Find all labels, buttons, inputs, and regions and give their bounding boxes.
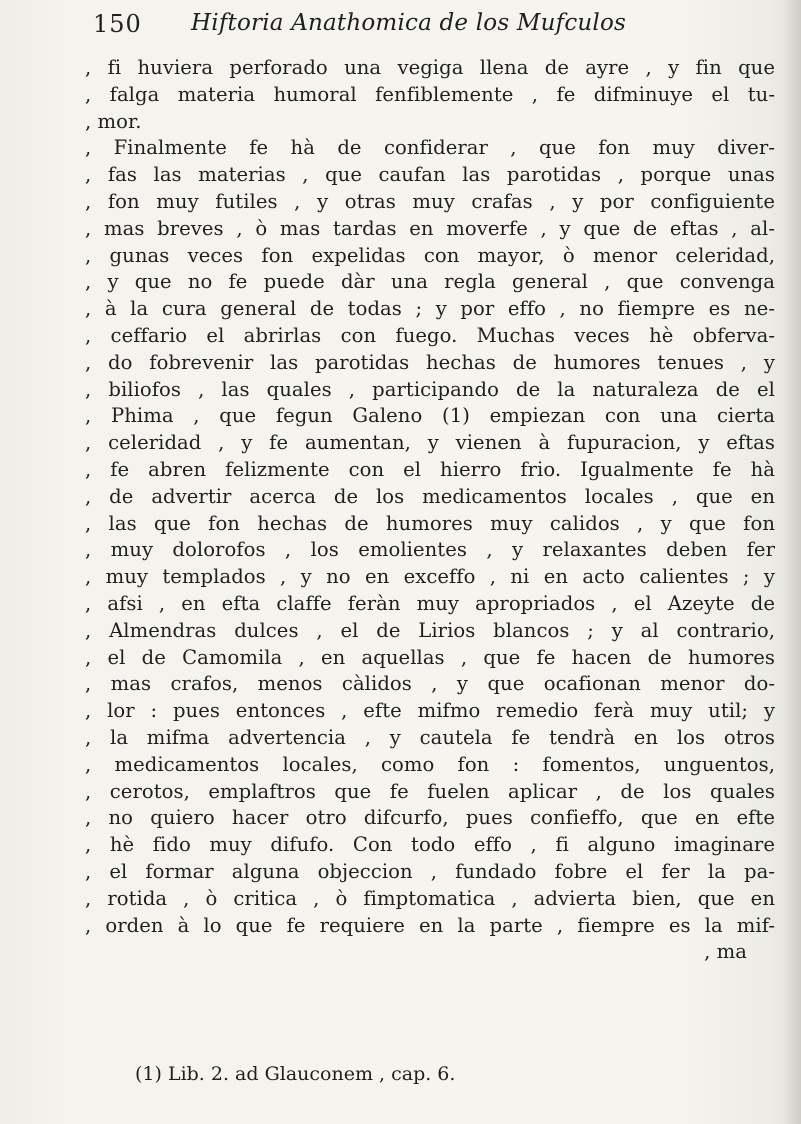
text-line: , gunas veces fon expelidas con mayor, ò menor celeridad, bbox=[85, 243, 775, 267]
body-text bbox=[85, 55, 775, 966]
text-line: , el formar alguna objeccion , fundado fobre el fer la pa- bbox=[85, 859, 775, 883]
text-line: , Finalmente fe hà de confiderar , que fon muy diver- bbox=[85, 136, 775, 160]
running-title: Hiftoria Anathomica de los Mufculos bbox=[191, 10, 627, 36]
text-line: , mas crafos, menos càlidos , y que ocafionan menor do- bbox=[85, 672, 775, 696]
text-line: , cerotos, emplaftros que fe fuelen aplicar , de los quales bbox=[85, 779, 775, 803]
text-line: , mas breves , ò mas tardas en moverfe , y que de eftas , al- bbox=[85, 216, 775, 240]
text-line: , celeridad , y fe aumentan, y vienen à fupuracion, y eftas bbox=[85, 431, 775, 455]
catchword-line: , ma bbox=[704, 940, 747, 964]
text-line: , falga materia humoral fenfiblemente , fe difminuye el tu- bbox=[85, 82, 775, 106]
text-line: , rotida , ò critica , ò fimptomatica , advierta bien, que en bbox=[85, 886, 775, 910]
page-number: 150 bbox=[93, 10, 142, 38]
text-line: , no quiero hacer otro difcurfo, pues confieffo, que en efte bbox=[85, 806, 775, 830]
text-line: , fi huviera perforado una vegiga llena de ayre , y fin que bbox=[85, 56, 775, 79]
text-line: , y que no fe puede dàr una regla general , que convenga bbox=[85, 270, 775, 294]
text-line: , muy templados , y no en exceffo , ni en acto calientes ; y bbox=[85, 565, 775, 589]
text-line: , ceffario el abrirlas con fuego. Muchas veces hè obferva- bbox=[85, 323, 775, 347]
text-line: , hè fido muy difufo. Con todo effo , fi alguno imaginare bbox=[85, 833, 775, 857]
text-line: , el de Camomila , en aquellas , que fe hacen de humores bbox=[85, 645, 775, 669]
text-line: , la mifma advertencia , y cautela fe tendrà en los otros bbox=[85, 725, 775, 749]
footnote: (1) Lib. 2. ad Glauconem , cap. 6. bbox=[135, 1063, 456, 1085]
page-header bbox=[93, 10, 783, 44]
text-line: , muy dolorofos , los emolientes , y relaxantes deben fer bbox=[85, 538, 775, 562]
text-line: , de advertir acerca de los medicamentos locales , que en bbox=[85, 484, 775, 508]
text-line: , lor : pues entonces , efte mifmo remedio ferà muy util; y bbox=[85, 699, 775, 723]
text-line: , medicamentos locales, como fon : fomentos, unguentos, bbox=[85, 752, 775, 776]
text-line: , las que fon hechas de humores muy calidos , y que fon bbox=[85, 511, 775, 535]
text-line: , afsi , en efta claffe feràn muy apropriados , el Azeyte de bbox=[85, 591, 775, 615]
text-line: , Almendras dulces , el de Lirios blancos ; y al contrario, bbox=[85, 618, 775, 642]
text-line: , fon muy futiles , y otras muy crafas , y por configuiente bbox=[85, 189, 775, 213]
text-line: , orden à lo que fe requiere en la parte , fiempre es la mif- bbox=[85, 913, 775, 937]
text-line: , biliofos , las quales , participando de la naturaleza de el bbox=[85, 377, 775, 401]
text-line: , à la cura general de todas ; y por effo , no fiempre es ne- bbox=[85, 297, 775, 321]
text-line: , fe abren felizmente con el hierro frio. Igualmente fe hà bbox=[85, 457, 775, 481]
text-line: , mor. bbox=[85, 109, 142, 133]
text-line: , do fobrevenir las parotidas hechas de humores tenues , y bbox=[85, 350, 775, 374]
page-edge-shadow bbox=[783, 0, 801, 1124]
text-line: , Phima , que fegun Galeno (1) empiezan con una cierta bbox=[85, 404, 775, 428]
text-line: , fas las materias , que caufan las parotidas , porque unas bbox=[85, 163, 775, 187]
